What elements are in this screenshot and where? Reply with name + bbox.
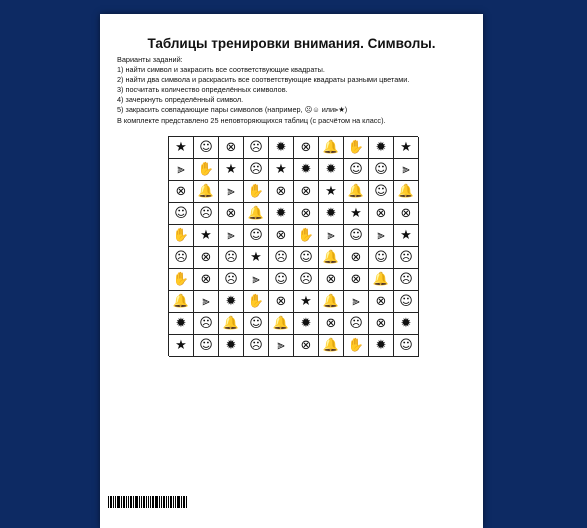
hand-icon: ✋ [294, 225, 319, 247]
crossed-icon: ⊗ [369, 203, 394, 225]
crossed-icon: ⊗ [294, 203, 319, 225]
task-item: 3) посчитать количество определённых символов. [117, 85, 288, 95]
bell-icon: 🔔 [319, 247, 344, 269]
smile-icon: ☺ [244, 225, 269, 247]
frown-icon: ☹ [169, 247, 194, 269]
sun-icon: ✹ [169, 313, 194, 335]
worksheet-page [100, 14, 483, 528]
task-item: 2) найти два символа и раскрасить все соответствующие квадраты разными цветами. [117, 75, 410, 85]
crossed-icon: ⊗ [269, 225, 294, 247]
arrows-icon: ⫸ [344, 291, 369, 313]
bell-icon: 🔔 [219, 313, 244, 335]
smile-icon: ☺ [369, 247, 394, 269]
hand-icon: ✋ [244, 291, 269, 313]
arrows-icon: ⫸ [319, 225, 344, 247]
star-icon: ★ [169, 137, 194, 159]
barcode-bar [166, 496, 167, 508]
sun-icon: ✹ [369, 335, 394, 357]
bell-icon: 🔔 [269, 313, 294, 335]
smile-icon: ☺ [194, 335, 219, 357]
frown-icon: ☹ [194, 203, 219, 225]
barcode-bar [168, 496, 169, 508]
task-list [117, 55, 477, 126]
frown-icon: ☹ [269, 247, 294, 269]
barcode-bar [128, 496, 129, 508]
star-icon: ★ [269, 159, 294, 181]
sun-icon: ✹ [394, 313, 419, 335]
barcode-bar [117, 496, 120, 508]
arrows-icon: ⫸ [369, 225, 394, 247]
frown-icon: ☹ [194, 313, 219, 335]
barcode-bar [113, 496, 114, 508]
crossed-icon: ⊗ [269, 291, 294, 313]
crossed-icon: ⊗ [294, 181, 319, 203]
task-item: 1) найти символ и закрасить все соответствующие квадраты. [117, 65, 325, 75]
barcode-bar [121, 496, 122, 508]
barcode-bar [159, 496, 160, 508]
star-icon: ★ [219, 159, 244, 181]
symbol-grid [168, 136, 418, 356]
hand-icon: ✋ [344, 137, 369, 159]
crossed-icon: ⊗ [319, 313, 344, 335]
task-item: 4) зачеркнуть определённый символ. [117, 95, 244, 105]
smile-icon: ☺ [344, 225, 369, 247]
smile-icon: ☺ [169, 203, 194, 225]
crossed-icon: ⊗ [219, 137, 244, 159]
sun-icon: ✹ [269, 137, 294, 159]
sun-icon: ✹ [269, 203, 294, 225]
bell-icon: 🔔 [319, 291, 344, 313]
frown-icon: ☹ [219, 269, 244, 291]
bell-icon: 🔔 [344, 181, 369, 203]
arrows-icon: ⫸ [194, 291, 219, 313]
frown-icon: ☹ [244, 335, 269, 357]
star-icon: ★ [169, 335, 194, 357]
bell-icon: 🔔 [369, 269, 394, 291]
barcode-bar [175, 496, 176, 508]
crossed-icon: ⊗ [169, 181, 194, 203]
sun-icon: ✹ [219, 291, 244, 313]
crossed-icon: ⊗ [319, 269, 344, 291]
smile-icon: ☺ [269, 269, 294, 291]
hand-icon: ✋ [194, 159, 219, 181]
barcode-bar [110, 496, 112, 508]
crossed-icon: ⊗ [194, 247, 219, 269]
bell-icon: 🔔 [319, 137, 344, 159]
crossed-icon: ⊗ [269, 181, 294, 203]
barcode-bar [150, 496, 151, 508]
smile-icon: ☺ [344, 159, 369, 181]
barcode-bar [173, 496, 174, 508]
barcode-bar [155, 496, 158, 508]
barcode-bar [152, 496, 154, 508]
barcode [108, 496, 188, 508]
smile-icon: ☺ [369, 159, 394, 181]
smile-icon: ☺ [294, 247, 319, 269]
bell-icon: 🔔 [319, 335, 344, 357]
task-heading: Варианты заданий: [117, 55, 183, 64]
frown-icon: ☹ [244, 159, 269, 181]
frown-icon: ☹ [344, 313, 369, 335]
barcode-bar [170, 496, 172, 508]
star-icon: ★ [394, 225, 419, 247]
barcode-bar [130, 496, 132, 508]
smile-icon: ☺ [394, 291, 419, 313]
barcode-bar [163, 496, 165, 508]
frown-icon: ☹ [294, 269, 319, 291]
barcode-bar [133, 496, 134, 508]
smile-icon: ☺ [394, 335, 419, 357]
bell-icon: 🔔 [394, 181, 419, 203]
arrows-icon: ⫸ [219, 181, 244, 203]
barcode-bar [146, 496, 147, 508]
task-item: 5) закрасить совпадающие пары символов (например, ☹☺ или⫸★) [117, 105, 348, 115]
arrows-icon: ⫸ [269, 335, 294, 357]
smile-icon: ☺ [244, 313, 269, 335]
hand-icon: ✋ [169, 225, 194, 247]
hand-icon: ✋ [169, 269, 194, 291]
arrows-icon: ⫸ [394, 159, 419, 181]
frown-icon: ☹ [219, 247, 244, 269]
barcode-bar [177, 496, 180, 508]
sun-icon: ✹ [294, 159, 319, 181]
barcode-bar [115, 496, 116, 508]
barcode-bar [126, 496, 127, 508]
star-icon: ★ [344, 203, 369, 225]
sun-icon: ✹ [319, 159, 344, 181]
barcode-bar [161, 496, 162, 508]
bell-icon: 🔔 [244, 203, 269, 225]
barcode-bar [143, 496, 145, 508]
arrows-icon: ⫸ [244, 269, 269, 291]
barcode-bar [148, 496, 149, 508]
barcode-bar [139, 496, 140, 508]
sun-icon: ✹ [369, 137, 394, 159]
crossed-icon: ⊗ [344, 269, 369, 291]
barcode-bar [186, 496, 187, 508]
sun-icon: ✹ [219, 335, 244, 357]
frown-icon: ☹ [394, 269, 419, 291]
sun-icon: ✹ [294, 313, 319, 335]
star-icon: ★ [194, 225, 219, 247]
smile-icon: ☺ [369, 181, 394, 203]
star-icon: ★ [394, 137, 419, 159]
bell-icon: 🔔 [169, 291, 194, 313]
arrows-icon: ⫸ [219, 225, 244, 247]
hand-icon: ✋ [244, 181, 269, 203]
crossed-icon: ⊗ [294, 335, 319, 357]
crossed-icon: ⊗ [294, 137, 319, 159]
crossed-icon: ⊗ [394, 203, 419, 225]
barcode-bar [108, 496, 109, 508]
bell-icon: 🔔 [194, 181, 219, 203]
crossed-icon: ⊗ [344, 247, 369, 269]
barcode-bar [181, 496, 182, 508]
hand-icon: ✋ [344, 335, 369, 357]
sun-icon: ✹ [319, 203, 344, 225]
smile-icon: ☺ [194, 137, 219, 159]
barcode-bar [123, 496, 125, 508]
crossed-icon: ⊗ [194, 269, 219, 291]
frown-icon: ☹ [394, 247, 419, 269]
barcode-bar [183, 496, 185, 508]
barcode-bar [135, 496, 138, 508]
arrows-icon: ⫸ [169, 159, 194, 181]
crossed-icon: ⊗ [219, 203, 244, 225]
page-title: Таблицы тренировки внимания. Символы. [147, 36, 436, 51]
crossed-icon: ⊗ [369, 313, 394, 335]
frown-icon: ☹ [244, 137, 269, 159]
kit-note: В комплекте представлено 25 неповторяющихся таблиц (с расчётом на класс). [117, 115, 386, 125]
star-icon: ★ [294, 291, 319, 313]
star-icon: ★ [319, 181, 344, 203]
barcode-bar [141, 496, 142, 508]
crossed-icon: ⊗ [369, 291, 394, 313]
star-icon: ★ [244, 247, 269, 269]
